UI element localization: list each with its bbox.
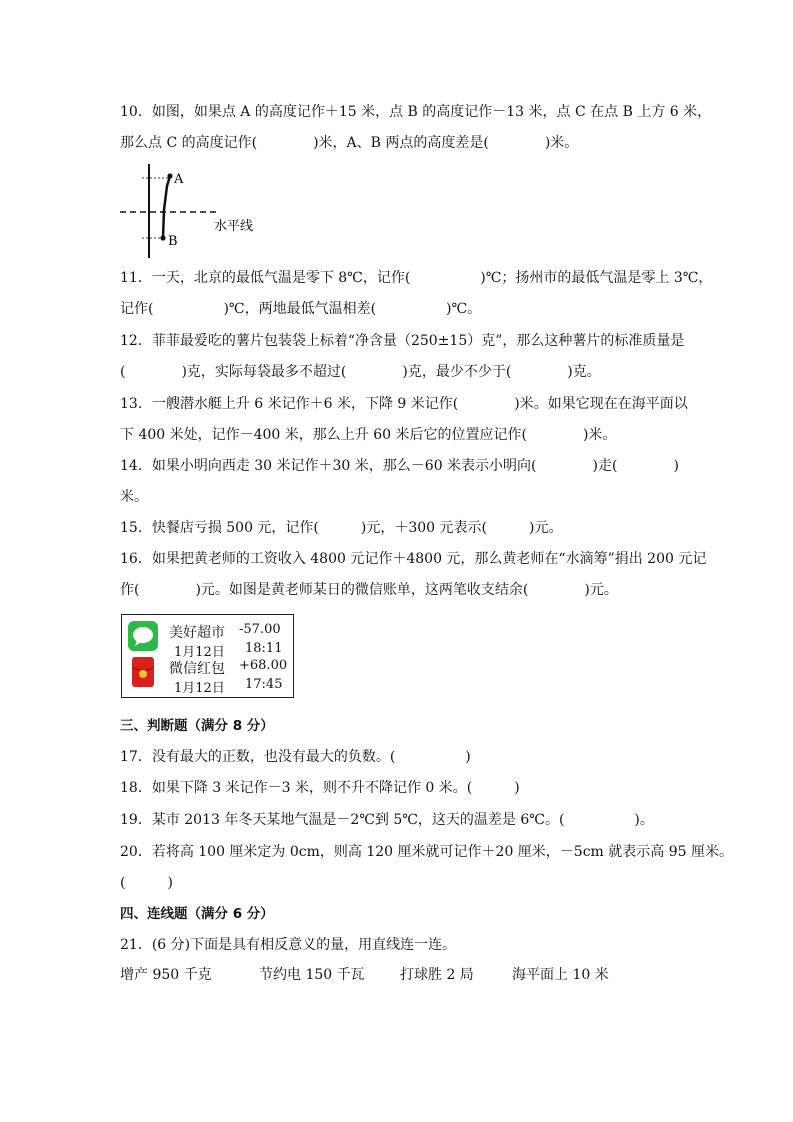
q16-line1: 16．如果把黄老师的工资收入 4800 元记作＋4800 元，那么黄老师在“水滴筹”捐出 200 元记: [120, 551, 707, 567]
wechat-message-icon: [128, 621, 158, 651]
bill-row-red-packet: [122, 657, 295, 697]
label-b: B: [168, 234, 178, 249]
point-b: [160, 235, 165, 240]
section-3-title: 三、判断题（满分 8 分）: [120, 718, 274, 734]
q14-line1: 14．如果小明向西走 30 米记作＋30 米，那么－60 米表示小明向( )走( ): [120, 458, 679, 474]
bill-date: 1月12日: [174, 645, 225, 660]
bill-item-name: 微信红包: [169, 661, 225, 677]
q11-line1: 11．一天，北京的最低气温是零下 8℃，记作( )℃；扬州市的最低气温是零上 3℃，: [120, 270, 713, 286]
path-a-to-b: [163, 176, 170, 238]
label-a: A: [174, 172, 184, 187]
label-horizon: 水平线: [214, 219, 254, 234]
q17-line1: 17．没有最大的正数，也没有最大的负数。( ): [120, 749, 471, 765]
bill-amount: +68.00: [239, 658, 288, 673]
bill-item-name: 美好超市: [169, 625, 225, 641]
match-item: 节约电 150 千瓦: [259, 967, 365, 983]
height-diagram: [118, 160, 268, 260]
q14-line2: 米。: [120, 489, 148, 505]
q13-line2: 下 400 米处，记作－400 米，那么上升 60 米后它的位置应记作( )米。: [120, 427, 617, 443]
q12-line2: ( )克，实际每袋最多不超过( )克，最少不少于( )克。: [120, 364, 601, 380]
q13-line1: 13．一艘潜水艇上升 6 米记作＋6 米，下降 9 米记作( )米。如果它现在在海平面以: [120, 396, 688, 412]
section-4-title: 四、连线题（满分 6 分）: [120, 906, 274, 922]
q15-line1: 15．快餐店亏损 500 元，记作( )元，＋300 元表示( )元。: [120, 520, 563, 536]
bill-time: 17:45: [245, 677, 283, 692]
wechat-bill: [121, 614, 294, 698]
bill-row-supermarket: [122, 621, 295, 661]
q10-line1: 10．如图，如果点 A 的高度记作＋15 米，点 B 的高度记作－13 米，点 C 在点 B 上方 6 米，: [120, 104, 712, 120]
match-item: 海平面上 10 米: [512, 967, 609, 983]
q20-line2: ( ): [120, 875, 173, 891]
match-item: 打球胜 2 局: [400, 967, 474, 983]
q16-line2: 作( )元。如图是黄老师某日的微信账单，这两笔收支结余( )元。: [120, 582, 618, 598]
q18-line1: 18．如果下降 3 米记作－3 米，则不升不降记作 0 米。( ): [120, 780, 520, 796]
bill-date: 1月12日: [174, 681, 225, 696]
q20-line1: 20．若将高 100 厘米定为 0cm，则高 120 厘米就可记作＋20 厘米，－5cm 就表示高 95 厘米。: [120, 844, 733, 860]
red-packet-icon: [128, 657, 158, 687]
q10-line2: 那么点 C 的高度记作( )米，A、B 两点的高度差是( )米。: [120, 135, 579, 151]
match-item: 增产 950 千克: [120, 967, 212, 983]
q21-line1: 21．(6 分)下面是具有相反意义的量，用直线连一连。: [120, 937, 457, 953]
q12-line1: 12．菲菲最爱吃的薯片包装袋上标着“净含量（250±15）克”，那么这种薯片的标准质量是: [120, 333, 685, 349]
bill-time: 18:11: [245, 641, 283, 656]
bill-amount: -57.00: [239, 622, 281, 637]
point-a: [167, 173, 172, 178]
q11-line2: 记作( )℃，两地最低气温相差( )℃。: [120, 301, 482, 317]
q19-line1: 19．某市 2013 年冬天某地气温是－2℃到 5℃，这天的温差是 6℃。( )。: [120, 812, 654, 828]
